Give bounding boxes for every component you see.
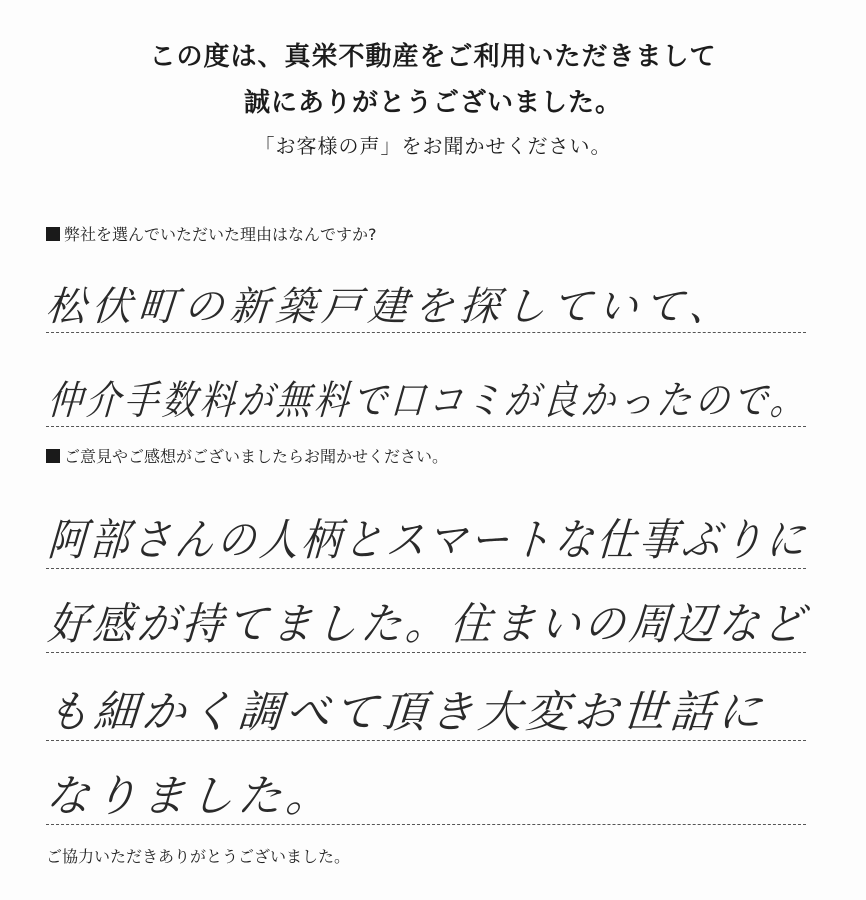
header-greeting-line-2: 誠にありがとうございました。 <box>243 88 622 118</box>
answer-2-line-1 <box>46 492 811 569</box>
answer-1-line-1-text: 松伏町の新築戸建を探していて、 <box>44 284 737 330</box>
question-1-label: 弊社を選んでいただいた理由はなんですか? <box>64 225 377 244</box>
answer-1-line-1 <box>46 270 806 333</box>
answer-1-line-2 <box>46 360 810 427</box>
answer-2-line-4-text: なりました。 <box>43 771 336 822</box>
answer-2-line-4 <box>43 752 806 825</box>
answer-2-line-2 <box>46 580 810 653</box>
answer-2-line-2-text: 好感が持てました。住まいの周辺など <box>46 599 810 650</box>
header-subtitle: 「お客様の声」をお聞かせください。 <box>254 134 612 158</box>
bullet-square-icon <box>46 227 60 241</box>
answer-2-line-1-text: 阿部さんの人柄とスマートな仕事ぶりに <box>46 515 811 566</box>
question-2 <box>46 444 448 467</box>
answer-2-line-3-text: も細かく調べて頂き大変お世話に <box>43 687 768 738</box>
question-1 <box>46 222 377 245</box>
header-greeting-line-1: この度は、真栄不動産をご利用いただきまして <box>149 42 717 72</box>
answer-2-line-3 <box>43 664 806 741</box>
bullet-square-icon <box>46 449 60 463</box>
answer-1-line-2-text: 仲介手数料が無料で口コミが良かったので。 <box>46 378 810 424</box>
footer-thanks: ご協力いただきありがとうございました。 <box>46 847 351 866</box>
question-2-label: ご意見やご感想がございましたらお聞かせください。 <box>64 447 449 466</box>
